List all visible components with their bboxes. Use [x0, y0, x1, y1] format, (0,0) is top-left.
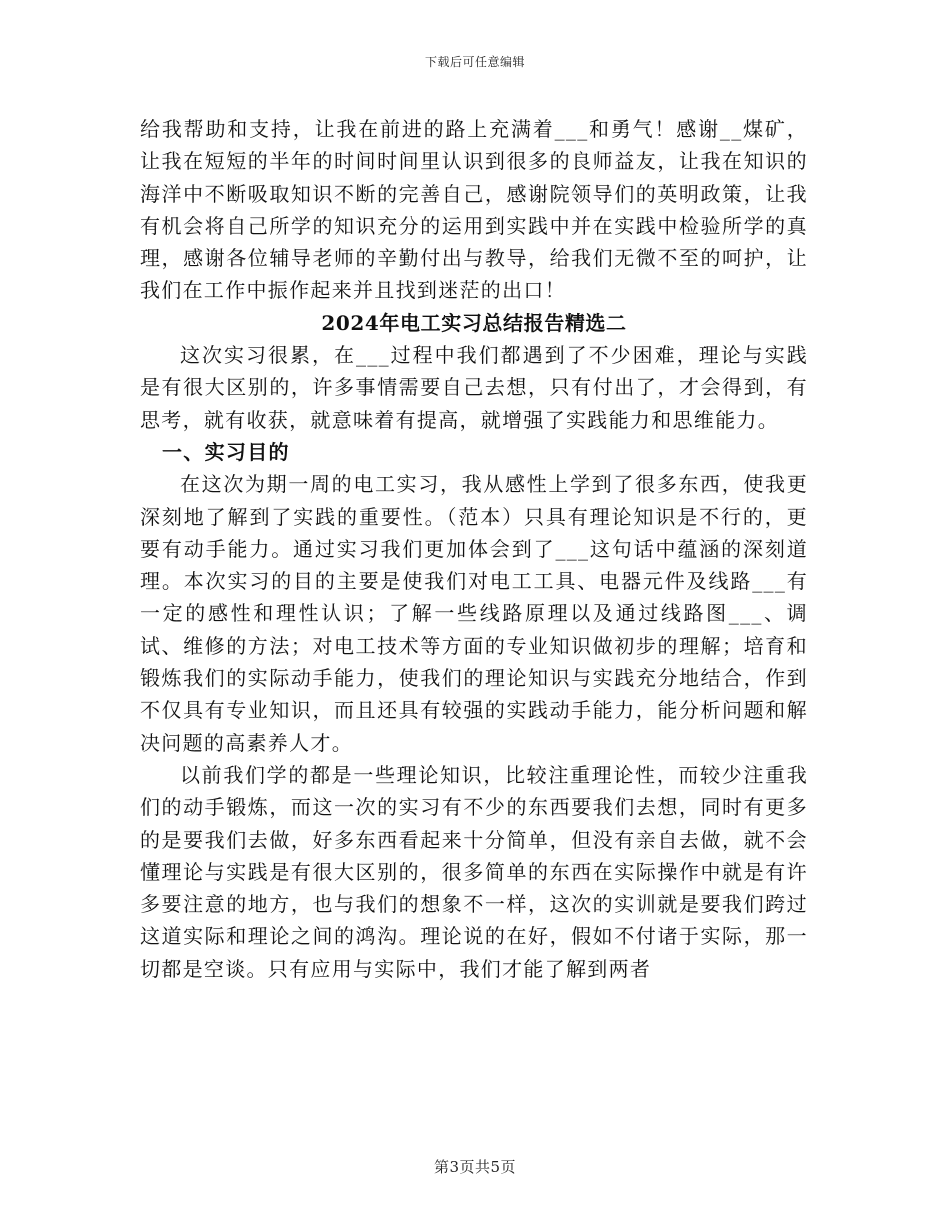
paragraph-continuation: 给我帮助和支持，让我在前进的路上充满着___和勇气！感谢__煤矿，让我在短短的半年的时间时间里认识到很多的良师益友，让我在知识的海洋中不断吸取知识不断的完善自己，感谢院领导们的英明政策，让我有机会将自己所学的知识充分的运用到实践中并在实践中检验所学的真理，感谢各位辅导老师的辛勤付出与教导，给我们无微不至的呵护，让我们在工作中振作起来并且找到迷茫的出口！	[140, 117, 808, 303]
section-title: 2024年电工实习总结报告精选二	[321, 310, 627, 335]
header-note: 下载后可任意编辑	[424, 55, 525, 69]
paragraph-purpose: 在这次为期一周的电工实习，我从感性上学到了很多东西，使我更深刻地了解到了实践的重要性。（范本）只具有理论知识是不行的，更要有动手能力。通过实习我们更加体会到了___这句话中蕴涵的深刻道理。本次实习的目的主要是使我们对电工工具、电器元件及线路___有一定的感性和理性认识；了解一些线路原理以及通过线路图___、调试、维修的方法；对电工技术等方面的专业知识做初步的理解；培育和锻炼我们的实际动手能力，使我们的理论知识与实践充分地结合，作到不仅具有专业知识，而且还具有较强的实践动手能力，能分析问题和解决问题的高素养人才。	[140, 472, 808, 755]
document-body	[140, 113, 808, 985]
paragraph-theory-practice: 以前我们学的都是一些理论知识，比较注重理论性，而较少注重我们的动手锻炼，而这一次的实习有不少的东西要我们去想，同时有更多的是要我们去做，好多东西看起来十分简单，但没有亲自去做，就不会懂理论与实践是有很大区别的，很多简单的东西在实际操作中就是有许多要注意的地方，也与我们的想象不一样，这次的实训就是要我们跨过这道实际和理论之间的鸿沟。理论说的在好，假如不付诸于实际，那一切都是空谈。只有应用与实际中，我们才能了解到两者	[140, 762, 808, 981]
paragraph-intro: 这次实习很累，在___过程中我们都遇到了不少困难，理论与实践是有很大区别的，许多事情需要自己去想，只有付出了，才会得到，有思考，就有收获，就意味着有提高，就增强了实践能力和思维能力。	[140, 343, 808, 432]
page-number: 第3页共5页	[433, 1158, 517, 1176]
subheading-internship-purpose: 一、实习目的	[162, 439, 290, 464]
